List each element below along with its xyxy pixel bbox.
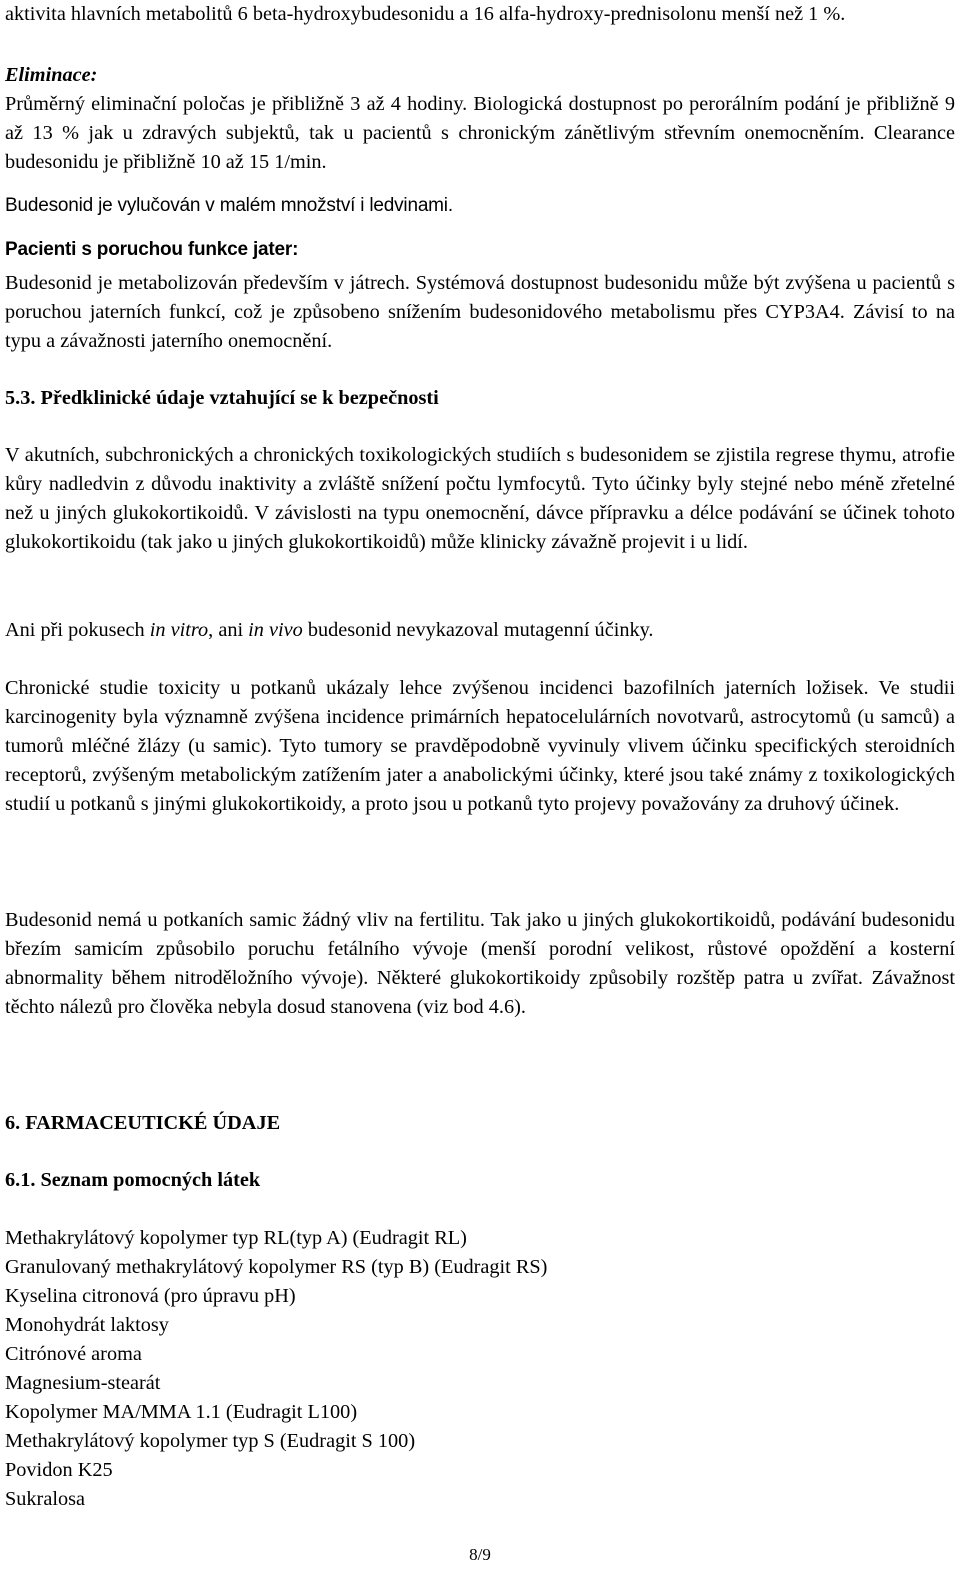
list-item: Monohydrát laktosy xyxy=(5,1314,169,1336)
list-item: Granulovaný methakrylátový kopolymer RS (typ B) (Eudragit RS) xyxy=(5,1256,548,1278)
list-item: Methakrylátový kopolymer typ RL(typ A) (Eudragit RL) xyxy=(5,1227,467,1249)
list-item: Kyselina citronová (pro úpravu pH) xyxy=(5,1285,296,1307)
list-item: Citrónové aroma xyxy=(5,1343,142,1365)
list-item: Magnesium-stearát xyxy=(5,1372,161,1394)
list-item: Sukralosa xyxy=(5,1488,85,1510)
in-vitro-term: in vitro xyxy=(149,619,209,641)
section-6-heading: 6. FARMACEUTICKÉ ÚDAJE xyxy=(5,1112,281,1134)
in-vivo-term: in vivo xyxy=(248,619,303,641)
elimination-paragraph: Průměrný eliminační poločas je přibližně 3 až 4 hodiny. Biologická dostupnost po perorálním podání je přibližně 9 až 13 % jak u zdravých subjektů, tak u pacientů s chronickým zánětlivým střevním onemocněním. Clearance budesonidu je přibližně 10 až 15 1/min. xyxy=(5,93,955,173)
intro-paragraph: aktivita hlavních metabolitů 6 beta-hydroxybudesonidu a 16 alfa-hydroxy-prednisolonu menší než 1 %. xyxy=(5,3,846,25)
list-item: Methakrylátový kopolymer typ S (Eudragit S 100) xyxy=(5,1430,416,1452)
list-item: Povidon K25 xyxy=(5,1459,113,1481)
list-item: Kopolymer MA/MMA 1.1 (Eudragit L100) xyxy=(5,1401,358,1423)
preclinical-paragraph-3: Chronické studie toxicity u potkanů ukázaly lehce zvýšenou incidenci bazofilních jaterních ložisek. Ve studii karcinogenity byla významně zvýšena incidence primárních hepatocelulárních novotvarů, astrocytomů (u samců) a tumorů mléčné žlázy (u samic). Tyto tumory se pravděpodobně vyvinuly vlivem účinku specifických steroidních receptorů, zvýšeným metabolickým zatížením jater a anabolickými účinky, které jsou také známy z toxikologických studií u potkanů s jinými glukokortikoidy, a proto jsou u potkanů tyto projevy považovány za druhový účinek. xyxy=(5,677,955,815)
section-5-3-heading: 5.3. Předklinické údaje vztahující se k bezpečnosti xyxy=(5,387,439,409)
liver-paragraph: Budesonid je metabolizován především v játrech. Systémová dostupnost budesonidu může být zvýšena u pacientů s poruchou jaterních funkcí, což je způsobeno snížením budesonidového metabolismu přes CYP3A4. Závisí to na typu a závažnosti jaterního onemocnění. xyxy=(5,272,955,352)
preclinical-paragraph-4: Budesonid nemá u potkaních samic žádný vliv na fertilitu. Tak jako u jiných glukokortikoidů, podávání budesonidu březím samicím způsobilo poruchu fetálního vývoje (menší porodní velikost, růstové opoždění a kosterní abnormality během nitroděložního vývoje). Některé glukokortikoidy způsobily rozštěp patra u zvířat. Závažnost těchto nálezů pro člověka nebyla dosud stanovena (viz bod 4.6). xyxy=(5,909,955,1018)
preclinical-paragraph-2: Ani při pokusech in vitro, ani in vivo budesonid nevykazoval mutagenní účinky. xyxy=(5,619,654,641)
liver-heading: Pacienti s poruchou funkce jater: xyxy=(5,239,299,260)
section-6-1-heading: 6.1. Seznam pomocných látek xyxy=(5,1169,261,1191)
excipient-list xyxy=(5,1224,955,1514)
page-number: 8/9 xyxy=(469,1545,491,1564)
preclinical-paragraph-1: V akutních, subchronických a chronických toxikologických studiích s budesonidem se zjistila regrese thymu, atrofie kůry nadledvin z důvodu inaktivity a zvláště snížení počtu lymfocytů. Tyto účinky byly stejné nebo méně zřetelné než u jiných glukokortikoidů. V závislosti na typu onemocnění, dávce přípravku a délce podávání se účinek tohoto glukokortikoidu (tak jako u jiných glukokortikoidů) může klinicky závažně projevit i u lidí. xyxy=(5,444,955,553)
elimination-kidney-line: Budesonid je vylučován v malém množství i ledvinami. xyxy=(5,195,453,216)
elimination-heading: Eliminace: xyxy=(5,64,98,86)
